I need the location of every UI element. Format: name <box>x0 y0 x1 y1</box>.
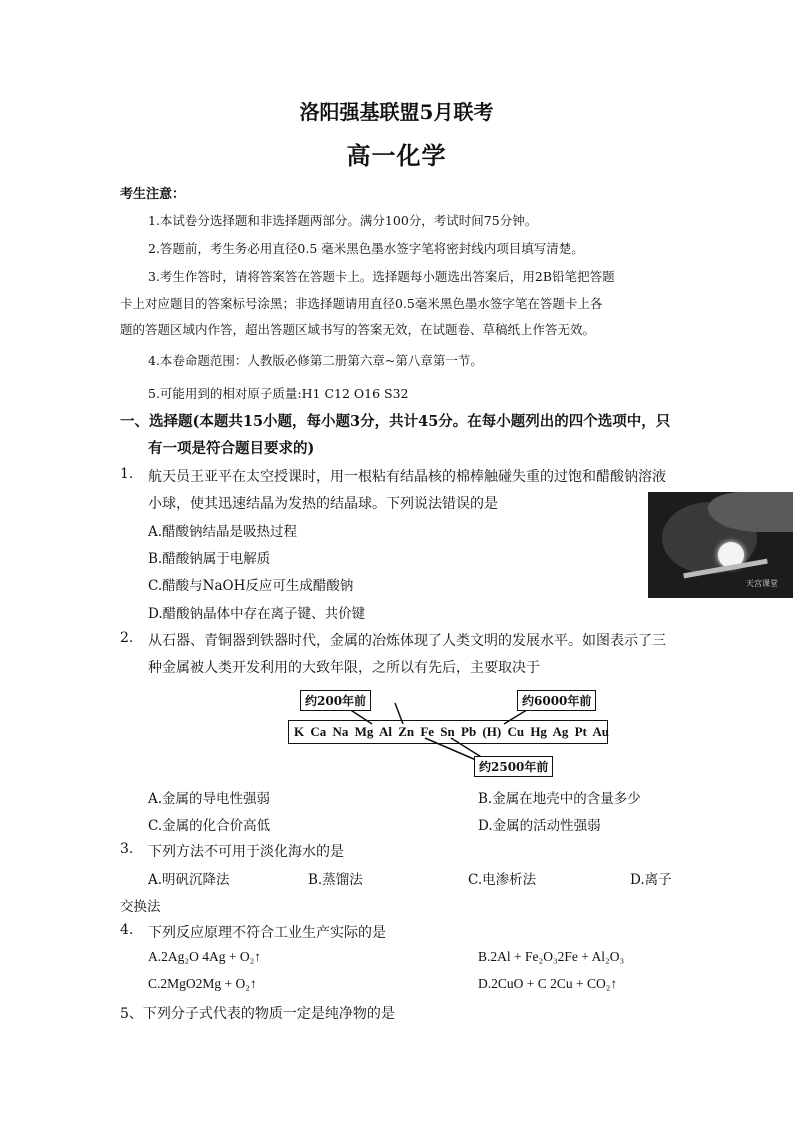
exam-title: 洛阳强基联盟5月联考 <box>299 100 494 124</box>
question-stem: 下列方法不可用于淡化海水的是 <box>148 844 344 860</box>
option-c: C.2MgO2Mg + O₂↑ <box>148 976 257 991</box>
option-d: D.离子 <box>630 872 672 888</box>
tag-2500-years: 约2500年前 <box>474 756 553 777</box>
option-d-cont: 交换法 <box>120 899 161 915</box>
option-b: B.醋酸钠属于电解质 <box>148 551 271 567</box>
question-stem: 航天员王亚平在太空授课时，用一根粘有结晶核的棉棒触碰失重的过饱和醋酸钠溶液 <box>148 469 666 485</box>
notice-heading: 考生注意： <box>120 187 186 202</box>
tag-200-years: 约200年前 <box>300 690 371 711</box>
option-a: A.醋酸钠结晶是吸热过程 <box>148 524 298 540</box>
question-stem: 下列反应原理不符合工业生产实际的是 <box>148 925 386 941</box>
notice-item: 1.本试卷分选择题和非选择题两部分。满分100分，考试时间75分钟。 <box>148 213 538 228</box>
option-c: C.金属的化合价高低 <box>148 818 271 834</box>
question-stem-cont: 小球，使其迅速结晶为发热的结晶球。下列说法错误的是 <box>148 496 498 512</box>
option-d: D.醋酸钠晶体中存在离子键、共价键 <box>148 606 366 622</box>
option-d: D.2CuO + C 2Cu + CO₂↑ <box>478 976 618 991</box>
metal-series: K Ca Na Mg Al Zn Fe Sn Pb (H) Cu Hg Ag Pt Au <box>294 724 610 739</box>
question-stem-cont: 种金属被人类开发利用的大致年限，之所以有先后，主要取决于 <box>148 660 540 676</box>
question-number: 4. <box>120 922 134 938</box>
notice-item: 卡上对应题目的答案标号涂黑；非选择题请用直径0.5毫米黑色墨水签字笔在答题卡上各 <box>120 296 603 311</box>
photo-caption: 天宫课堂 <box>746 579 778 588</box>
option-a: A.明矾沉降法 <box>148 872 230 888</box>
notice-item: 2.答题前，考生务必用直径0.5 毫米黑色墨水签字笔将密封线内项目填写清楚。 <box>148 241 584 256</box>
section-heading: 一、选择题(本题共15小题，每小题3分，共计45分。在每小题列出的四个选项中，只 <box>120 413 671 430</box>
option-c: C.电渗析法 <box>468 872 537 888</box>
section-heading-cont: 有一项是符合题目要求的) <box>148 440 315 457</box>
notice-item: 4.本卷命题范围：人教版必修第二册第六章~第八章第一节。 <box>148 353 483 368</box>
question-number: 2. <box>120 630 134 646</box>
option-a: A.金属的导电性强弱 <box>148 791 271 807</box>
question-number: 1. <box>120 466 134 482</box>
notice-item: 5.可能用到的相对原子质量:H1 C12 O16 S32 <box>148 386 409 401</box>
option-c: C.醋酸与NaOH反应可生成醋酸钠 <box>148 578 354 594</box>
option-d: D.金属的活动性强弱 <box>478 818 601 834</box>
option-b: B.2Al + Fe₂O₃2Fe + Al₂O₃ <box>478 949 625 964</box>
question-stem: 5、下列分子式代表的物质一定是纯净物的是 <box>120 1006 395 1022</box>
question-number: 3. <box>120 841 134 857</box>
option-a: A.2Ag₂O 4Ag + O₂↑ <box>148 949 262 964</box>
option-b: B.蒸馏法 <box>308 872 363 888</box>
option-b: B.金属在地壳中的含量多少 <box>478 791 641 807</box>
subject-title: 高一化学 <box>346 141 447 170</box>
tag-6000-years: 约6000年前 <box>517 690 596 711</box>
question-stem: 从石器、青铜器到铁器时代，金属的冶炼体现了人类文明的发展水平。如图表示了三 <box>148 633 666 649</box>
notice-item: 3.考生作答时，请将答案答在答题卡上。选择题每小题选出答案后，用2B铅笔把答题 <box>148 269 615 284</box>
notice-item: 题的答题区域内作答，超出答题区域书写的答案无效，在试题卷、草稿纸上作答无效。 <box>120 322 596 337</box>
